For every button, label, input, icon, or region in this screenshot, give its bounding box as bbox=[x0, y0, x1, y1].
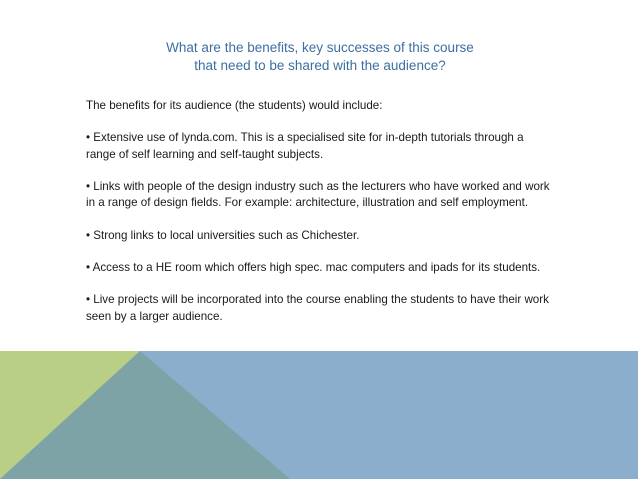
slide-title bbox=[100, 39, 540, 75]
bullet-item: • Links with people of the design industry such as the lecturers who have worked and work in a range of design fields. For example: architecture, illustration and self employment. bbox=[86, 179, 550, 210]
bullet-item: • Access to a HE room which offers high spec. mac computers and ipads for its students. bbox=[86, 260, 541, 274]
title-line-2: that need to be shared with the audience? bbox=[194, 58, 446, 73]
bullet-item: • Extensive use of lynda.com. This is a specialised site for in-depth tutorials through a range of self learning and self-taught subjects. bbox=[86, 131, 524, 161]
bullet-item: • Strong links to local universities such as Chichester. bbox=[86, 228, 360, 242]
intro-text: The benefits for its audience (the students) would include: bbox=[86, 99, 383, 112]
bullet-item: • Live projects will be incorporated into the course enabling the students to have their work seen by a larger audience. bbox=[86, 293, 549, 323]
decorative-bottom-band bbox=[0, 351, 638, 479]
title-line-1: What are the benefits, key successes of this course bbox=[166, 40, 474, 55]
slide-body bbox=[86, 98, 556, 341]
